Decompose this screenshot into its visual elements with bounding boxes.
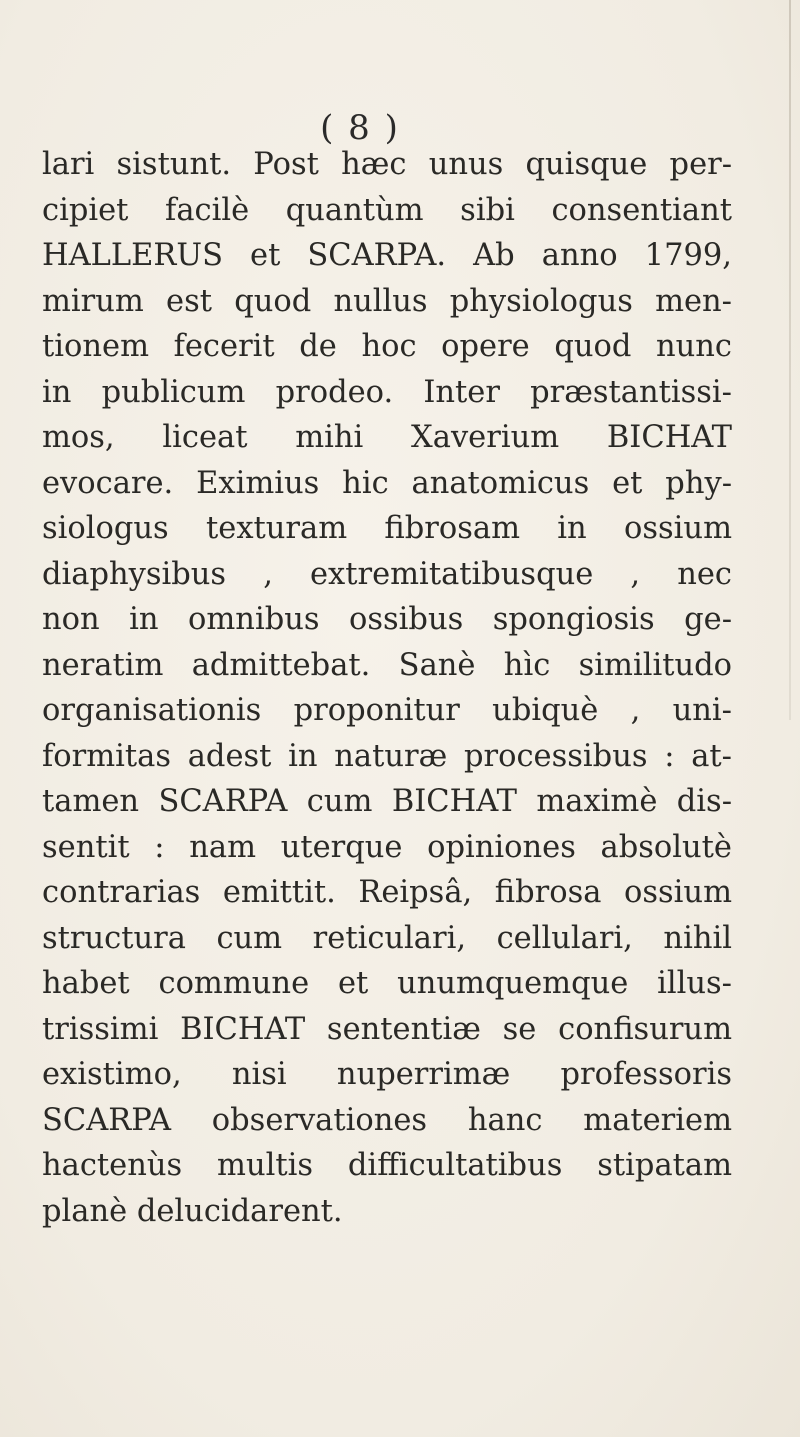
text-line: trissimi BICHAT sententiæ se confisurum <box>42 1011 732 1047</box>
text-line: lari sistunt. Post hæc unus quisque per- <box>42 147 732 182</box>
text-line: planè delucidarent. <box>42 1193 343 1229</box>
text-line: tionem fecerit de hoc opere quod nunc <box>42 329 732 364</box>
text-line: HALLERUS et SCARPA. Ab anno 1799, <box>42 238 732 273</box>
text-line: siologus texturam fibrosam in ossium <box>42 511 732 546</box>
page-number: ( 8 ) <box>320 108 400 148</box>
text-line: non in omnibus ossibus spongiosis ge- <box>42 602 732 637</box>
text-line: in publicum prodeo. Inter præstantissi- <box>42 374 732 410</box>
text-line: evocare. Eximius hic anatomicus et phy- <box>42 465 732 501</box>
text-line: sentit : nam uterque opiniones absolutè <box>42 829 732 865</box>
page-edge-shadow <box>789 0 791 720</box>
text-line: diaphysibus , extremitatibusque , nec <box>42 556 732 592</box>
text-line: structura cum reticulari, cellulari, nihil <box>42 920 732 956</box>
text-line: mos, liceat mihi Xaverium BICHAT <box>42 420 732 455</box>
text-line: existimo, nisi nuperrimæ professoris <box>42 1057 732 1092</box>
body-text <box>42 142 732 1234</box>
text-line: habet commune et unumquemque illus- <box>42 966 732 1001</box>
text-line: tamen SCARPA cum BICHAT maximè dis- <box>42 784 732 819</box>
text-line: cipiet facilè quantùm sibi consentiant <box>42 192 732 228</box>
text-line: hactenùs multis difficultatibus stipatam <box>42 1148 732 1183</box>
text-line: mirum est quod nullus physiologus men- <box>42 283 732 319</box>
text-line: SCARPA observationes hanc materiem <box>42 1102 732 1138</box>
text-line: organisationis proponitur ubiquè , uni- <box>42 693 732 728</box>
text-line: contrarias emittit. Reipsâ, fibrosa ossium <box>42 875 732 910</box>
text-line: formitas adest in naturæ processibus : at- <box>42 738 732 774</box>
text-line: neratim admittebat. Sanè hìc similitudo <box>42 647 732 683</box>
